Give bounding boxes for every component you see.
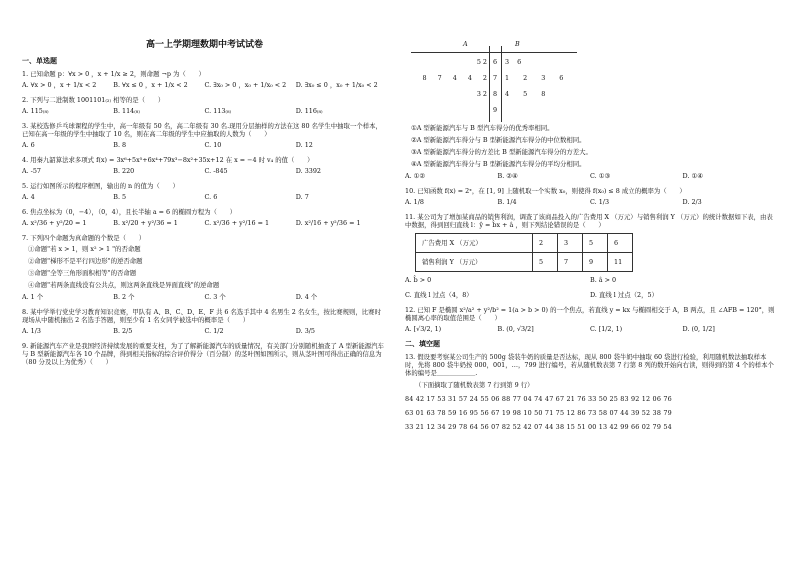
table-cell: 3 [558,234,583,253]
option-d[interactable]: D. x²/16 + y²/36 = 1 [295,219,361,227]
question-9-statement-1: ①A 型新能源汽车与 B 型汽车得分的优秀率相同。 [411,124,554,132]
section-heading-fill-in: 二、填空题 [405,340,440,348]
option-a[interactable]: A. 1/3 [22,327,41,335]
question-6: 6. 焦点坐标为（0，−4），（0，4），且长半轴 a = 6 的椭圆方程为（ ） [22,208,237,216]
option-d[interactable]: D. 3392 [295,167,321,175]
option-c[interactable]: C. ∃x₀ > 0 ，x₀ + 1/x₀ < 2 [204,81,287,89]
option-b[interactable]: B. x²/20 + y²/36 = 1 [113,219,178,227]
option-d[interactable]: D. 直线 l 过点（2，5） [590,291,658,299]
option-c[interactable]: C. x²/36 + y²/16 = 1 [204,219,270,227]
option-d[interactable]: D. (0, 1/2] [682,325,715,333]
option-b[interactable]: B. ∀x ≤ 0 ，x + 1/x < 2 [113,81,188,89]
question-12: 12. 已知 F 是椭圆 x²/a² + y²/b² = 1(a > b > 0) 的一个焦点，若直线 y = kx 与椭圆相交于 A，B 两点，且 ∠AFB = 120°，则椭圆离心率的取值范围是（ ） [405,306,775,322]
random-number-table [405,395,775,431]
leaves-b: 3 6 [505,58,522,66]
option-b[interactable]: B. ②④ [497,172,518,180]
option-a[interactable]: A. 1/8 [405,198,424,206]
stem: 8 [492,90,498,98]
question-8-options [22,327,387,335]
option-d[interactable]: D. 3/5 [295,327,315,335]
random-table-hint: （下面摘取了随机数表第 7 行到第 9 行） [415,380,534,389]
option-d[interactable]: D. ①④ [682,172,703,180]
option-a[interactable]: A. 1 个 [22,293,44,301]
section-heading-single-choice: 一、单选题 [22,57,57,66]
random-row-9: 33 21 12 34 29 78 64 56 07 82 52 42 07 44 38 15 51 00 13 42 99 66 02 79 54 [405,422,672,431]
option-c[interactable]: C. 113₍₈₎ [204,107,232,115]
question-9-statement-4: ④A 型新能源汽车得分与 B 型新能源汽车得分的平均分相同。 [411,160,586,168]
option-c[interactable]: C. 1/2 [204,327,224,335]
question-9: 9. 新能源汽车产业是我国经济持续发展的重要支柱，为了了解新能源汽车的质量情况，有关部门分别随机抽查了 A 型新能源汽车与 B 型新能源汽车各 10 个品牌，得到相关指标的综合评价得分（百分制）的茎叶图如图所示，则从茎叶图可得出正确的信息为（80 分及以上为优秀）（ ） [22,342,384,366]
question-7-statement-2: ②命题"梯形不是平行四边形"的逆否命题 [28,257,143,265]
table-cell: 11 [608,253,633,272]
option-a[interactable]: A. b̂ > 0 [405,276,432,284]
option-c[interactable]: C. 1/3 [590,198,610,206]
stem-leaf-header-line [411,52,577,53]
question-8: 8. 某中学举行党史学习教育知识竞赛，甲队有 A、B、C、D、E、F 共 6 名选手其中 4 名男生 2 名女生，按比赛规则，比赛时现场从中随机抽出 2 名选手答题，则至少有 1 名女同学被选中的概率是（ ） [22,308,381,324]
table-cell: 5 [533,253,558,272]
leaves-a: 8 7 4 4 2 [422,74,487,82]
leaves-b: 1 2 3 6 [505,74,564,82]
table-row [416,253,633,272]
option-a[interactable]: A. ①② [405,172,426,180]
option-b[interactable]: B. 2 个 [113,293,135,301]
table-cell: 6 [608,234,633,253]
option-a[interactable]: A. -57 [22,167,41,175]
table-cell: 2 [533,234,558,253]
question-3: 3. 某校选修乒乓球课程的学生中，高一年级有 50 名，高二年级有 30 名.现用分层抽样的方法在这 80 名学生中抽取一个样本，已知在高一年级的学生中抽取了 10 名，则在高二年级的学生中应抽取的人数为（ ） [22,122,382,138]
option-d[interactable]: D. 2/3 [682,198,702,206]
table-row [416,234,633,253]
question-1: 1. 已知命题 p：∀x > 0 ，x + 1/x ≥ 2，则命题 ¬p 为（ ） [22,70,205,78]
table-header-cell: 销售利润 Y （万元） [416,253,533,272]
table-cell: 7 [558,253,583,272]
question-13: 13. 假设要考察某公司生产的 500g 袋装牛奶的质量是否达标，现从 800 袋牛奶中抽取 60 袋进行检验，利用随机数法抽取样本时，先将 800 袋牛奶按 000，001，…，799 进行编号，若从随机数表第 7 行第 8 列的数开始向右读，则得到的第 4 个的样本个体的编号是＿＿＿＿＿＿. [405,352,774,377]
option-b[interactable]: B. 1/4 [497,198,517,206]
option-c[interactable]: C. 10 [204,141,222,149]
stem-leaf-row [405,58,705,70]
question-11: 11. 某公司为了增加某商品的销售利润，调查了该商品投入的广告费用 X （万元）与销售利润 Y （万元）的统计数据如下表，由表中数据，得到回归直线 l：ŷ = b̂x + â ，则下列结论错误的是（ ） [405,213,773,229]
option-c[interactable]: C. -845 [204,167,228,175]
question-10-options [405,198,775,206]
question-3-options [22,141,387,149]
option-b[interactable]: B. 2/5 [113,327,133,335]
table-cell: 9 [583,253,608,272]
question-5: 5. 运行如图所示的程序框图，输出的 n 的值为（ ） [22,182,179,190]
leaves-a: 5 2 [476,58,487,66]
left-column [22,40,387,369]
option-c[interactable]: C. [1/2, 1) [590,325,623,333]
question-6-options [22,219,387,227]
stem-leaf-row [405,106,705,118]
question-1-options [22,81,387,89]
option-a[interactable]: A. x²/36 + y²/20 = 1 [22,219,87,227]
question-7: 7. 下列四个命题为真命题的个数是（ ） [22,234,146,242]
option-d[interactable]: D. ∃x₀ ≤ 0 ，x₀ + 1/x₀ < 2 [295,81,378,89]
stem: 9 [492,106,498,114]
question-7-statement-4: ④命题"若两条直线没有公共点，则这两条直线是异面直线"的逆命题 [28,281,220,289]
question-12-options [405,325,775,333]
option-c[interactable]: C. 直线 l 过点（4，8） [405,291,473,299]
option-a[interactable]: A. 115₍₈₎ [22,107,49,115]
table-header-cell: 广告费用 X （万元） [416,234,533,253]
option-d[interactable]: D. 12 [295,141,313,149]
option-b[interactable]: B. â > 0 [590,276,617,284]
option-a[interactable]: A. 4 [22,193,35,201]
option-b[interactable]: B. 114₍₈₎ [113,107,140,115]
leaves-b: 4 5 8 [505,90,546,98]
question-2: 2. 下列与二进制数 1001101₍₂₎ 相等的是（ ） [22,96,165,104]
option-c[interactable]: C. 3 个 [204,293,226,301]
table-cell: 5 [583,234,608,253]
question-4: 4. 用秦九韶算法求多项式 f(x) = 3x⁶+5x⁵+6x⁴+79x³−8x²+35x+12 在 x = −4 时 v₄ 的值（ ） [22,156,314,164]
option-a[interactable]: A. [√3/2, 1) [405,325,442,333]
option-a[interactable]: A. 6 [22,141,35,149]
option-d[interactable]: D. 4 个 [295,293,318,301]
stem: 6 [492,58,498,66]
question-9-options [405,172,775,180]
stem-leaf-row [405,90,705,102]
random-row-7: 84 42 17 53 31 57 24 55 06 88 77 04 74 47 67 21 76 33 50 25 83 92 12 06 76 [405,394,672,403]
option-a[interactable]: A. ∀x > 0 ，x + 1/x < 2 [22,81,97,89]
question-5-options [22,193,387,201]
question-2-options [22,107,387,115]
option-c[interactable]: C. ①③ [590,172,611,180]
question-10: 10. 已知函数 f(x) = 2ˣ，在 [1, 9] 上随机取一个实数 x₀，则使得 f(x₀) ≤ 8 成立的概率为（ ） [405,187,686,195]
question-4-options [22,167,387,175]
option-b[interactable]: B. (0, √3/2] [497,325,534,333]
question-11-table [415,233,633,272]
question-11-options-2 [405,291,775,299]
option-c[interactable]: C. 6 [204,193,218,201]
stem-leaf-label-a: A [463,40,468,48]
stem: 7 [492,74,498,82]
question-7-statement-3: ③命题"全等三角形面积相等"的否命题 [28,269,137,277]
option-d[interactable]: D. 7 [295,193,309,201]
stem-leaf-label-b: B [515,40,520,48]
question-9-statement-3: ③A 型新能源汽车得分的方差比 B 型新能源汽车得分的方差大。 [411,148,592,156]
question-7-statement-1: ①命题"若 x > 1，则 x² > 1 "的否命题 [28,245,141,253]
stem-leaf-row [405,74,705,86]
stem-leaf-plot [405,40,775,122]
leaves-a: 3 2 [476,90,487,98]
option-b[interactable]: B. 8 [113,141,127,149]
option-b[interactable]: B. 220 [113,167,135,175]
option-d[interactable]: D. 116₍₈₎ [295,107,323,115]
option-b[interactable]: B. 5 [113,193,127,201]
question-7-options [22,293,387,301]
right-column [405,40,775,437]
random-row-8: 63 01 63 78 59 16 95 56 67 19 98 10 50 71 75 12 86 73 58 07 44 39 52 38 79 [405,408,672,417]
question-11-options [405,276,775,284]
page-title: 高一上学期理数期中考试试卷 [145,40,263,50]
question-9-statement-2: ②A 型新能源汽车得分与 B 型新能源汽车得分的中位数相同。 [411,136,586,144]
